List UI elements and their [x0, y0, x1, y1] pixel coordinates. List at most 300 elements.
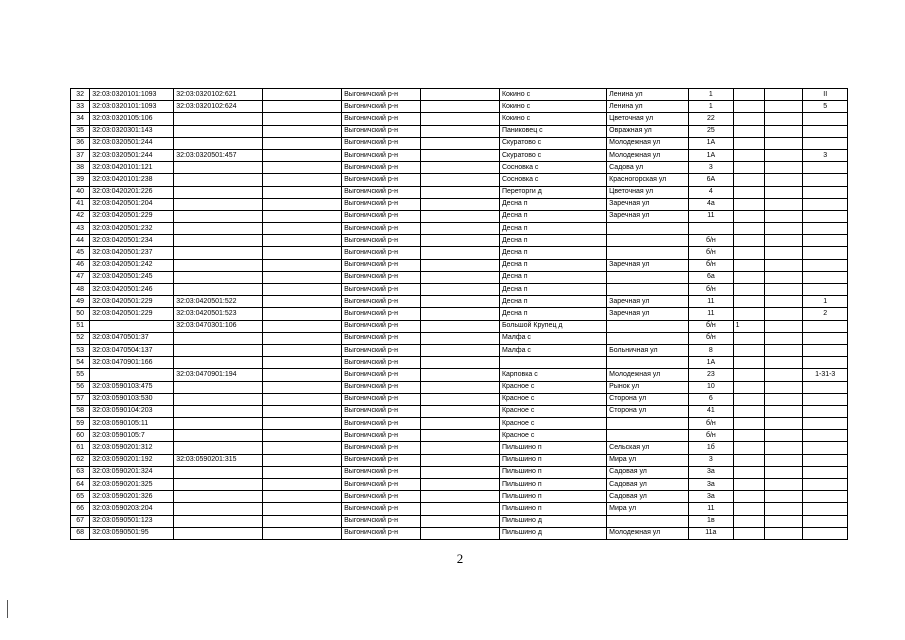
- table-cell: 32:03:0470501:37: [90, 332, 174, 344]
- table-cell: [733, 405, 764, 417]
- table-cell: [733, 454, 764, 466]
- table-cell: 1: [689, 101, 734, 113]
- table-cell: Заречная ул: [607, 198, 689, 210]
- table-cell: [803, 381, 848, 393]
- table-cell: Молодежная ул: [607, 527, 689, 539]
- table-cell: Пильшино п: [499, 442, 606, 454]
- table-cell: Пильшино п: [499, 503, 606, 515]
- table-cell: Выгоничский р-н: [342, 381, 421, 393]
- table-cell: [764, 198, 802, 210]
- table-cell: б/н: [689, 247, 734, 259]
- table-row: [71, 479, 848, 491]
- table-cell: Красное с: [499, 381, 606, 393]
- table-cell: [174, 430, 263, 442]
- table-cell: Выгоничский р-н: [342, 89, 421, 101]
- margin-mark: [7, 600, 8, 618]
- table-cell: 41: [689, 405, 734, 417]
- table-row: [71, 503, 848, 515]
- table-cell: [607, 235, 689, 247]
- table-cell: [421, 515, 500, 527]
- table-cell: Десна п: [499, 247, 606, 259]
- table-cell: [733, 125, 764, 137]
- table-cell: [174, 198, 263, 210]
- table-cell: [764, 393, 802, 405]
- table-cell: [607, 284, 689, 296]
- table-cell: Паниковец с: [499, 125, 606, 137]
- table-row: [71, 174, 848, 186]
- table-cell: Выгоничский р-н: [342, 491, 421, 503]
- table-cell: Выгоничский р-н: [342, 503, 421, 515]
- table-cell: 32:03:0470901:194: [174, 369, 263, 381]
- table-cell: [263, 259, 342, 271]
- table-cell: Выгоничский р-н: [342, 515, 421, 527]
- table-cell: [764, 479, 802, 491]
- table-cell: Мира ул: [607, 503, 689, 515]
- table-cell: Заречная ул: [607, 210, 689, 222]
- table-body: [71, 89, 848, 540]
- table-cell: б/н: [689, 235, 734, 247]
- table-cell: Пильшино п: [499, 479, 606, 491]
- table-cell: Сторона ул: [607, 393, 689, 405]
- table-cell: 39: [71, 174, 90, 186]
- table-row: [71, 393, 848, 405]
- table-row: [71, 210, 848, 222]
- table-cell: [421, 393, 500, 405]
- table-cell: [764, 296, 802, 308]
- table-cell: 48: [71, 284, 90, 296]
- table-cell: Больничная ул: [607, 344, 689, 356]
- table-cell: [803, 503, 848, 515]
- table-cell: [733, 369, 764, 381]
- table-row: [71, 344, 848, 356]
- table-cell: Скуратово с: [499, 137, 606, 149]
- table-cell: [764, 515, 802, 527]
- table-cell: [803, 320, 848, 332]
- table-cell: 32:03:0470901:166: [90, 357, 174, 369]
- table-cell: 32:03:0420201:226: [90, 186, 174, 198]
- table-cell: [421, 454, 500, 466]
- table-cell: [607, 320, 689, 332]
- table-row: [71, 198, 848, 210]
- table-cell: Выгоничский р-н: [342, 369, 421, 381]
- table-cell: 32:03:0590501:95: [90, 527, 174, 539]
- table-cell: 11: [689, 503, 734, 515]
- table-cell: [263, 284, 342, 296]
- table-cell: [174, 247, 263, 259]
- table-cell: 32:03:0420501:522: [174, 296, 263, 308]
- table-cell: [803, 113, 848, 125]
- table-cell: [733, 430, 764, 442]
- table-cell: Выгоничский р-н: [342, 186, 421, 198]
- table-row: [71, 113, 848, 125]
- table-cell: 4: [689, 186, 734, 198]
- table-cell: [764, 149, 802, 161]
- table-cell: [803, 430, 848, 442]
- table-cell: [421, 357, 500, 369]
- table-cell: 32:03:0590201:325: [90, 479, 174, 491]
- table-row: [71, 320, 848, 332]
- table-cell: 32:03:0420501:229: [90, 296, 174, 308]
- table-cell: [733, 235, 764, 247]
- table-cell: 45: [71, 247, 90, 259]
- table-row: [71, 418, 848, 430]
- table-cell: [174, 393, 263, 405]
- table-cell: [263, 479, 342, 491]
- table-cell: [421, 125, 500, 137]
- table-cell: [174, 466, 263, 478]
- table-cell: 32:03:0320501:244: [90, 149, 174, 161]
- table-cell: Садовая ул: [607, 479, 689, 491]
- table-row: [71, 223, 848, 235]
- table-cell: Заречная ул: [607, 259, 689, 271]
- table-cell: б/н: [689, 284, 734, 296]
- table-cell: II: [803, 89, 848, 101]
- table-row: [71, 259, 848, 271]
- table-cell: [263, 271, 342, 283]
- table-cell: [174, 125, 263, 137]
- table-cell: Десна п: [499, 284, 606, 296]
- table-cell: 6а: [689, 271, 734, 283]
- table-cell: [263, 344, 342, 356]
- table-cell: б/н: [689, 430, 734, 442]
- table-cell: [607, 515, 689, 527]
- table-cell: [764, 101, 802, 113]
- table-cell: Красногорская ул: [607, 174, 689, 186]
- table-row: [71, 369, 848, 381]
- table-cell: [764, 259, 802, 271]
- table-cell: 53: [71, 344, 90, 356]
- table-cell: Сосновка с: [499, 162, 606, 174]
- table-cell: [733, 466, 764, 478]
- table-cell: [263, 210, 342, 222]
- table-row: [71, 430, 848, 442]
- table-cell: [733, 503, 764, 515]
- table-cell: 32:03:0320501:457: [174, 149, 263, 161]
- table-cell: Молодежная ул: [607, 137, 689, 149]
- table-cell: 32:03:0590103:475: [90, 381, 174, 393]
- table-cell: [421, 186, 500, 198]
- table-cell: б/н: [689, 259, 734, 271]
- table-cell: [803, 405, 848, 417]
- table-cell: Красное с: [499, 405, 606, 417]
- table-cell: [263, 332, 342, 344]
- table-cell: [421, 162, 500, 174]
- table-cell: 6А: [689, 174, 734, 186]
- table-cell: Выгоничский р-н: [342, 162, 421, 174]
- table-row: [71, 442, 848, 454]
- table-cell: [607, 271, 689, 283]
- table-cell: 23: [689, 369, 734, 381]
- table-cell: Выгоничский р-н: [342, 454, 421, 466]
- table-cell: Выгоничский р-н: [342, 466, 421, 478]
- table-cell: [174, 162, 263, 174]
- table-cell: [733, 271, 764, 283]
- table-cell: [764, 113, 802, 125]
- table-row: [71, 149, 848, 161]
- table-cell: 32:03:0420501:229: [90, 210, 174, 222]
- table-cell: Выгоничский р-н: [342, 527, 421, 539]
- table-cell: [764, 320, 802, 332]
- table-cell: [421, 308, 500, 320]
- table-row: [71, 308, 848, 320]
- table-cell: 11: [689, 210, 734, 222]
- table-cell: [421, 259, 500, 271]
- table-cell: 32:03:0420501:234: [90, 235, 174, 247]
- table-cell: [263, 393, 342, 405]
- table-cell: Десна п: [499, 296, 606, 308]
- table-cell: [607, 357, 689, 369]
- table-cell: 60: [71, 430, 90, 442]
- table-cell: [764, 271, 802, 283]
- table-cell: [263, 162, 342, 174]
- table-cell: [421, 113, 500, 125]
- table-cell: Выгоничский р-н: [342, 296, 421, 308]
- table-cell: 40: [71, 186, 90, 198]
- table-cell: Цветочная ул: [607, 186, 689, 198]
- table-cell: 46: [71, 259, 90, 271]
- table-cell: Молодежная ул: [607, 149, 689, 161]
- table-cell: 3: [689, 454, 734, 466]
- table-cell: [174, 235, 263, 247]
- table-cell: 32:03:0420501:245: [90, 271, 174, 283]
- table-cell: [764, 491, 802, 503]
- table-cell: [733, 418, 764, 430]
- table-cell: 38: [71, 162, 90, 174]
- table-cell: [263, 320, 342, 332]
- table-cell: [733, 344, 764, 356]
- table-cell: Выгоничский р-н: [342, 149, 421, 161]
- table-cell: [263, 308, 342, 320]
- table-cell: [733, 113, 764, 125]
- table-cell: 1А: [689, 357, 734, 369]
- table-cell: 11а: [689, 527, 734, 539]
- table-cell: [90, 369, 174, 381]
- table-cell: Садова ул: [607, 162, 689, 174]
- table-cell: 1: [689, 89, 734, 101]
- table-cell: [803, 137, 848, 149]
- table-cell: Выгоничский р-н: [342, 259, 421, 271]
- table-cell: Выгоничский р-н: [342, 235, 421, 247]
- table-cell: [174, 515, 263, 527]
- table-cell: Садовая ул: [607, 491, 689, 503]
- table-cell: 50: [71, 308, 90, 320]
- table-cell: 1А: [689, 137, 734, 149]
- table-cell: 49: [71, 296, 90, 308]
- table-cell: [263, 186, 342, 198]
- table-cell: [803, 418, 848, 430]
- table-cell: Красное с: [499, 393, 606, 405]
- table-cell: [263, 137, 342, 149]
- table-cell: [421, 503, 500, 515]
- table-cell: [764, 381, 802, 393]
- table-cell: [174, 174, 263, 186]
- table-cell: Выгоничский р-н: [342, 125, 421, 137]
- table-cell: [421, 210, 500, 222]
- table-cell: Ленина ул: [607, 101, 689, 113]
- table-cell: Выгоничский р-н: [342, 344, 421, 356]
- table-cell: 59: [71, 418, 90, 430]
- table-cell: [607, 247, 689, 259]
- table-cell: [421, 332, 500, 344]
- table-row: [71, 332, 848, 344]
- table-cell: 1-31-3: [803, 369, 848, 381]
- table-cell: Выгоничский р-н: [342, 320, 421, 332]
- table-cell: 32:03:0420501:229: [90, 308, 174, 320]
- table-cell: [263, 198, 342, 210]
- table-cell: Выгоничский р-н: [342, 101, 421, 113]
- table-cell: 32:03:0590201:324: [90, 466, 174, 478]
- table-cell: [174, 223, 263, 235]
- table-cell: [733, 442, 764, 454]
- table-cell: б/н: [689, 418, 734, 430]
- table-cell: Сельская ул: [607, 442, 689, 454]
- table-cell: [733, 223, 764, 235]
- table-cell: Выгоничский р-н: [342, 357, 421, 369]
- table-cell: 43: [71, 223, 90, 235]
- table-cell: [764, 418, 802, 430]
- table-cell: 67: [71, 515, 90, 527]
- table-cell: 32:03:0320501:244: [90, 137, 174, 149]
- table-cell: 42: [71, 210, 90, 222]
- table-cell: [803, 247, 848, 259]
- table-cell: Выгоничский р-н: [342, 174, 421, 186]
- table-cell: [764, 357, 802, 369]
- table-cell: [733, 332, 764, 344]
- table-row: [71, 125, 848, 137]
- table-cell: [764, 174, 802, 186]
- table-cell: [421, 527, 500, 539]
- table-cell: 32:03:0420101:121: [90, 162, 174, 174]
- table-cell: [263, 296, 342, 308]
- table-cell: [263, 515, 342, 527]
- table-cell: [733, 381, 764, 393]
- table-cell: Заречная ул: [607, 296, 689, 308]
- table-cell: [803, 442, 848, 454]
- table-cell: 32:03:0320105:106: [90, 113, 174, 125]
- table-cell: [764, 247, 802, 259]
- table-cell: [803, 393, 848, 405]
- table-cell: [607, 418, 689, 430]
- table-cell: Цветочная ул: [607, 113, 689, 125]
- table-cell: [421, 198, 500, 210]
- table-cell: [174, 479, 263, 491]
- table-cell: 8: [689, 344, 734, 356]
- table-row: [71, 296, 848, 308]
- table-cell: [174, 418, 263, 430]
- table-cell: 25: [689, 125, 734, 137]
- table-cell: [764, 442, 802, 454]
- table-cell: [607, 223, 689, 235]
- table-row: [71, 405, 848, 417]
- table-cell: [421, 149, 500, 161]
- table-cell: Кокино с: [499, 113, 606, 125]
- table-cell: Выгоничский р-н: [342, 137, 421, 149]
- table-cell: Выгоничский р-н: [342, 223, 421, 235]
- table-cell: [803, 162, 848, 174]
- table-cell: [733, 198, 764, 210]
- table-cell: [803, 479, 848, 491]
- table-row: [71, 466, 848, 478]
- table-cell: 32:03:0470301:106: [174, 320, 263, 332]
- table-cell: 37: [71, 149, 90, 161]
- table-cell: [263, 101, 342, 113]
- table-row: [71, 491, 848, 503]
- table-cell: [421, 479, 500, 491]
- table-cell: 32:03:0420501:246: [90, 284, 174, 296]
- table-cell: 58: [71, 405, 90, 417]
- table-cell: Красное с: [499, 430, 606, 442]
- table-cell: 22: [689, 113, 734, 125]
- table-cell: [263, 247, 342, 259]
- table-cell: [803, 332, 848, 344]
- table-cell: [174, 186, 263, 198]
- table-cell: [803, 186, 848, 198]
- table-cell: 11: [689, 308, 734, 320]
- table-cell: Выгоничский р-н: [342, 393, 421, 405]
- table-cell: 32:03:0320102:624: [174, 101, 263, 113]
- table-cell: 32:03:0420501:204: [90, 198, 174, 210]
- table-row: [71, 137, 848, 149]
- table-cell: [174, 271, 263, 283]
- table-cell: 33: [71, 101, 90, 113]
- table-cell: [764, 527, 802, 539]
- table-cell: [764, 162, 802, 174]
- table-cell: Мира ул: [607, 454, 689, 466]
- table-cell: 32:03:0590103:530: [90, 393, 174, 405]
- table-cell: [174, 284, 263, 296]
- table-cell: 44: [71, 235, 90, 247]
- table-cell: [764, 137, 802, 149]
- table-cell: [263, 149, 342, 161]
- table-cell: [803, 454, 848, 466]
- table-cell: Большой Крупец д: [499, 320, 606, 332]
- table-row: [71, 381, 848, 393]
- table-cell: 34: [71, 113, 90, 125]
- table-cell: [803, 259, 848, 271]
- table-cell: [733, 479, 764, 491]
- table-cell: 41: [71, 198, 90, 210]
- table-cell: [733, 149, 764, 161]
- table-cell: [263, 113, 342, 125]
- table-cell: [263, 527, 342, 539]
- table-cell: [263, 125, 342, 137]
- table-cell: [421, 296, 500, 308]
- table-cell: Выгоничский р-н: [342, 113, 421, 125]
- table-cell: [421, 284, 500, 296]
- table-cell: Выгоничский р-н: [342, 442, 421, 454]
- table-cell: [174, 527, 263, 539]
- table-cell: [421, 430, 500, 442]
- table-cell: 65: [71, 491, 90, 503]
- table-cell: [764, 430, 802, 442]
- table-cell: Выгоничский р-н: [342, 210, 421, 222]
- table-cell: Десна п: [499, 259, 606, 271]
- table-cell: [263, 235, 342, 247]
- table-cell: [421, 405, 500, 417]
- table-row: [71, 89, 848, 101]
- table-cell: [174, 332, 263, 344]
- table-cell: Рынок ул: [607, 381, 689, 393]
- table-cell: 62: [71, 454, 90, 466]
- table-cell: [764, 125, 802, 137]
- table-cell: [421, 101, 500, 113]
- table-cell: 32:03:0590201:192: [90, 454, 174, 466]
- table-cell: Овражная ул: [607, 125, 689, 137]
- table-cell: Карповка с: [499, 369, 606, 381]
- table-cell: [764, 332, 802, 344]
- table-cell: Пильшино д: [499, 515, 606, 527]
- table-cell: [263, 89, 342, 101]
